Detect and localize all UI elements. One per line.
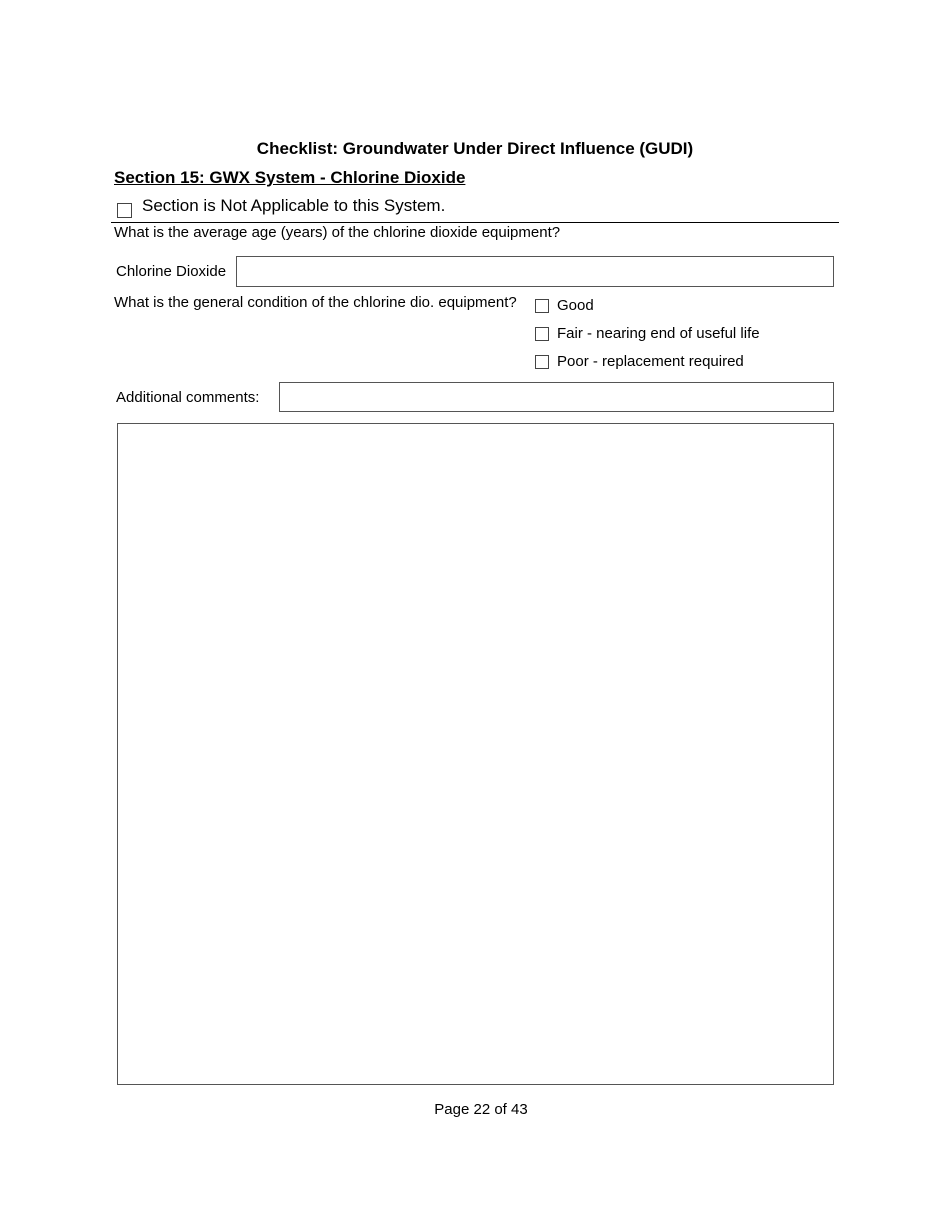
additional-comments-label: Additional comments: <box>116 389 260 406</box>
section-heading: Section 15: GWX System - Chlorine Dioxide <box>114 168 466 187</box>
condition-good-label: Good <box>557 297 594 314</box>
condition-poor-label: Poor - replacement required <box>557 353 744 370</box>
not-applicable-label: Section is Not Applicable to this System. <box>142 196 446 215</box>
not-applicable-checkbox[interactable] <box>117 203 132 218</box>
avg-age-question: What is the average age (years) of the chlorine dioxide equipment? <box>114 224 561 241</box>
condition-question: What is the general condition of the chlorine dio. equipment? <box>114 294 517 311</box>
condition-good-checkbox[interactable] <box>535 299 549 313</box>
chlorine-dioxide-label: Chlorine Dioxide <box>116 263 227 280</box>
condition-poor-checkbox[interactable] <box>535 355 549 369</box>
document-title: Checklist: Groundwater Under Direct Influence (GUDI) <box>256 139 694 158</box>
chlorine-dioxide-age-input[interactable] <box>236 256 834 287</box>
section-divider <box>111 222 839 223</box>
condition-fair-label: Fair - nearing end of useful life <box>557 325 760 342</box>
additional-comments-input[interactable] <box>279 382 834 412</box>
additional-comments-textarea[interactable] <box>117 423 834 1085</box>
page-number: Page 22 of 43 <box>434 1101 528 1118</box>
condition-fair-checkbox[interactable] <box>535 327 549 341</box>
